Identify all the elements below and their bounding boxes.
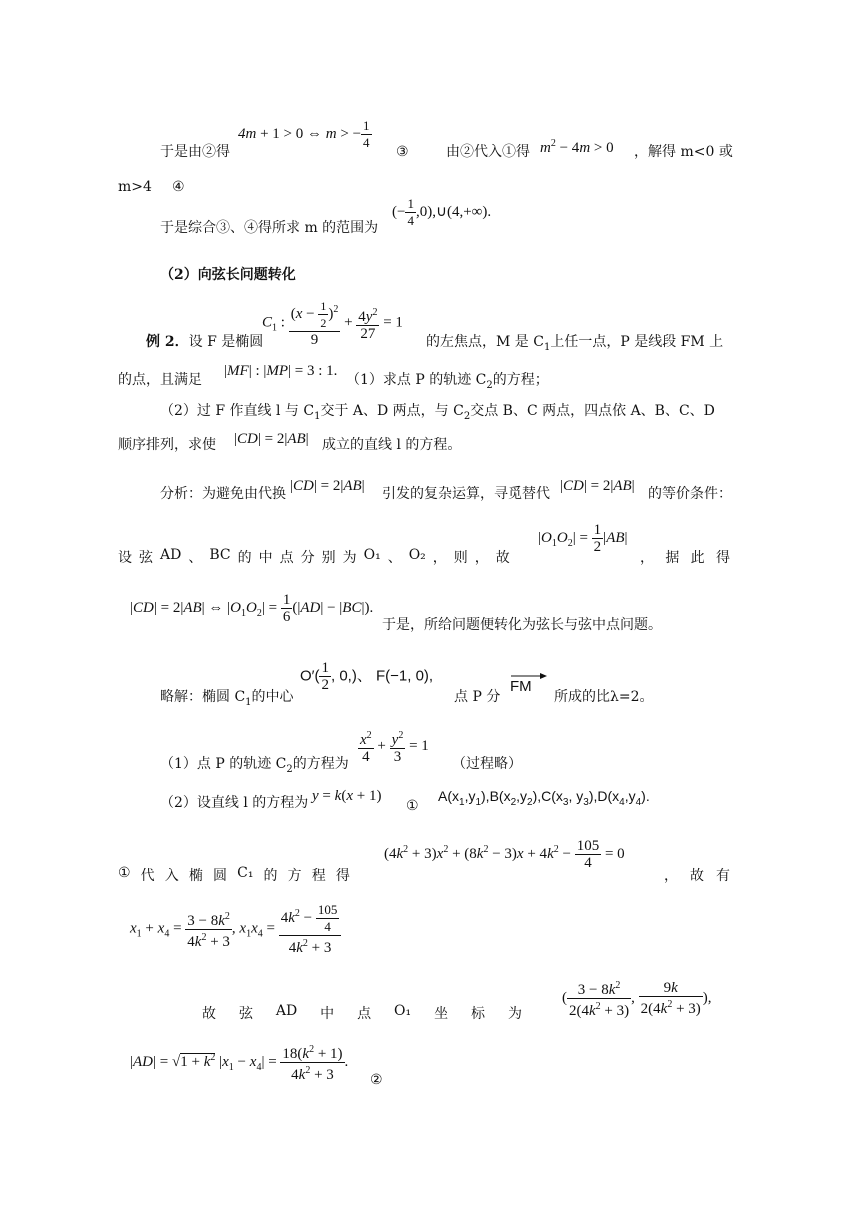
math-m2-4m: $m^2 - 4m > 0$ bbox=[540, 138, 614, 156]
example-line: （1）求点 P 的轨迹 $C_2$的方程； bbox=[346, 372, 549, 391]
example-line bbox=[146, 333, 263, 351]
solution-line: 所成的比λ=2。 bbox=[554, 689, 654, 705]
solution-justified-line: ① 代 入 椭 圆 C₁ 的 方 程 得 bbox=[118, 865, 350, 884]
solution-line: （1）点 P 的轨迹 $C_2$的方程为 bbox=[160, 756, 349, 775]
solution-line: （过程略） bbox=[452, 756, 522, 772]
circled-2: ② bbox=[370, 1072, 383, 1088]
example-line: 的点，且满足 bbox=[118, 372, 202, 388]
analysis-line: 引发的复杂运算，寻觅替代 bbox=[382, 486, 550, 502]
math-cd-2ab: |CD| = 2|AB| bbox=[560, 478, 635, 494]
analysis-line: 的等价条件： bbox=[648, 486, 732, 502]
analysis-line: 分析：为避免由代换 bbox=[160, 486, 286, 502]
solution-line: 略解：椭圆 $C_1$的中心 bbox=[160, 689, 294, 708]
math-cd-2ab: |CD| = 2|AB| bbox=[290, 478, 365, 494]
example-label: 例 2． bbox=[146, 334, 189, 350]
solution-line: 点 P 分 bbox=[454, 689, 501, 705]
math-cd-2ab: |CD| = 2|AB| bbox=[234, 431, 309, 447]
text-line: m>4 bbox=[118, 179, 152, 195]
math-vector-fm: FM bbox=[510, 678, 532, 695]
math-ellipse-c1: $C_1$ : (x − $\frac{1}{2}$ )$^2$ 9 + $\frac{4y^2}{27}$ = 1 bbox=[262, 299, 403, 348]
question-line: 成立的直线 l 的方程。 bbox=[322, 437, 462, 453]
section-heading: （2）向弦长问题转化 bbox=[160, 267, 296, 283]
solution-justified-line: ， 故 有 bbox=[664, 868, 730, 884]
text-line: 由②代入①得 bbox=[446, 144, 530, 160]
math-ellipse-c2: $\frac{x^2}{4}$ + $\frac{y^2}{3}$ = 1 bbox=[360, 730, 429, 765]
analysis-justified-line: 设 弦 AD 、 BC 的 中 点 分 别 为 O₁ 、 O₂ ， 则 ， 故 bbox=[118, 547, 510, 566]
solution-line: （2）设直线 l 的方程为 bbox=[160, 795, 309, 811]
circled-4: ④ bbox=[172, 179, 185, 195]
math-center-focus: O′( $\frac{1}{2}$ , 0,)、 F(−1, 0), bbox=[300, 660, 434, 693]
analysis-line: 于是，所给问题便转化为弦长与弦中点问题。 bbox=[382, 617, 662, 633]
text-line: 于是综合③、④得所求 m 的范围为 bbox=[160, 220, 379, 236]
solution-justified-line: 故 弦 AD 中 点 O₁ 坐 标 为 bbox=[202, 1003, 522, 1022]
circled-1: ① bbox=[406, 798, 419, 814]
text-line: ，解得 m<0 或 bbox=[634, 144, 733, 160]
math-inequality-m: 4m + 1 > 0 ⇔ m > − $\frac{1}{4}$ bbox=[238, 118, 370, 150]
text-line: 于是由②得 bbox=[160, 144, 230, 160]
math-o1o2-half-ab: $|O_1O_2|$ = $\frac{1}{2}$ |AB| bbox=[538, 522, 628, 555]
math-equivalence: |CD| = 2|AB| ⇔ $|O_1O_2|$ = $\frac{1}{6}$ (|AD| − |BC|). bbox=[130, 592, 374, 625]
question-line: 顺序排列，求使 bbox=[118, 437, 216, 453]
circled-3: ③ bbox=[396, 144, 409, 160]
math-chord-ad: $|AD| = √1 + k^2$ $|x_1 - x_4|$ = $\frac{18(k^2 + 1)}{4k^2 + 3}$ . bbox=[130, 1044, 349, 1083]
question-line: （2）过 F 作直线 l 与 $C_1$交于 A、D 两点，与 $C_2$交点 B、C 两点，四点依 A、B、C、D bbox=[160, 403, 715, 422]
math-ratio-mf-mp: |MF| : |MP| = 3 : 1. bbox=[224, 363, 338, 379]
vector-arrow-icon bbox=[510, 672, 548, 680]
math-quadratic: $(4k^2 + 3)x^2 + (8k^2 - 3)x + 4k^2$ − $\frac{105}{4}$ = 0 bbox=[384, 838, 625, 871]
example-text: 设 F 是椭圆 bbox=[188, 334, 264, 350]
math-midpoint-o1: ( $\frac{3 - 8k^2}{2(4k^2 + 3)}$ , $\frac{9k}{2(4k^2 + 3)}$ ), bbox=[562, 980, 712, 1019]
math-vieta: $x_1 + x_4$ = $\frac{3 - 8k^2}{4k^2 + 3}$ , $x_1x_4$ = $4k^2$ − $\frac{105}{4}$ $4k^2 + 3$ bbox=[130, 902, 341, 956]
math-range: (− $\frac{1}{4}$ ,0),∪(4,+∞). bbox=[392, 196, 492, 228]
analysis-justified-line: ， 据 此 得 bbox=[640, 550, 730, 566]
math-line-eq: y = k(x + 1) bbox=[312, 788, 382, 804]
math-points: $A(x_1,y_1),B(x_2,y_2),C(x_3$, $y_3),D(x_4,y_4)$. bbox=[438, 788, 650, 808]
example-line: 的左焦点，M 是 $C_1$上任一点，P 是线段 FM 上 bbox=[426, 334, 724, 353]
